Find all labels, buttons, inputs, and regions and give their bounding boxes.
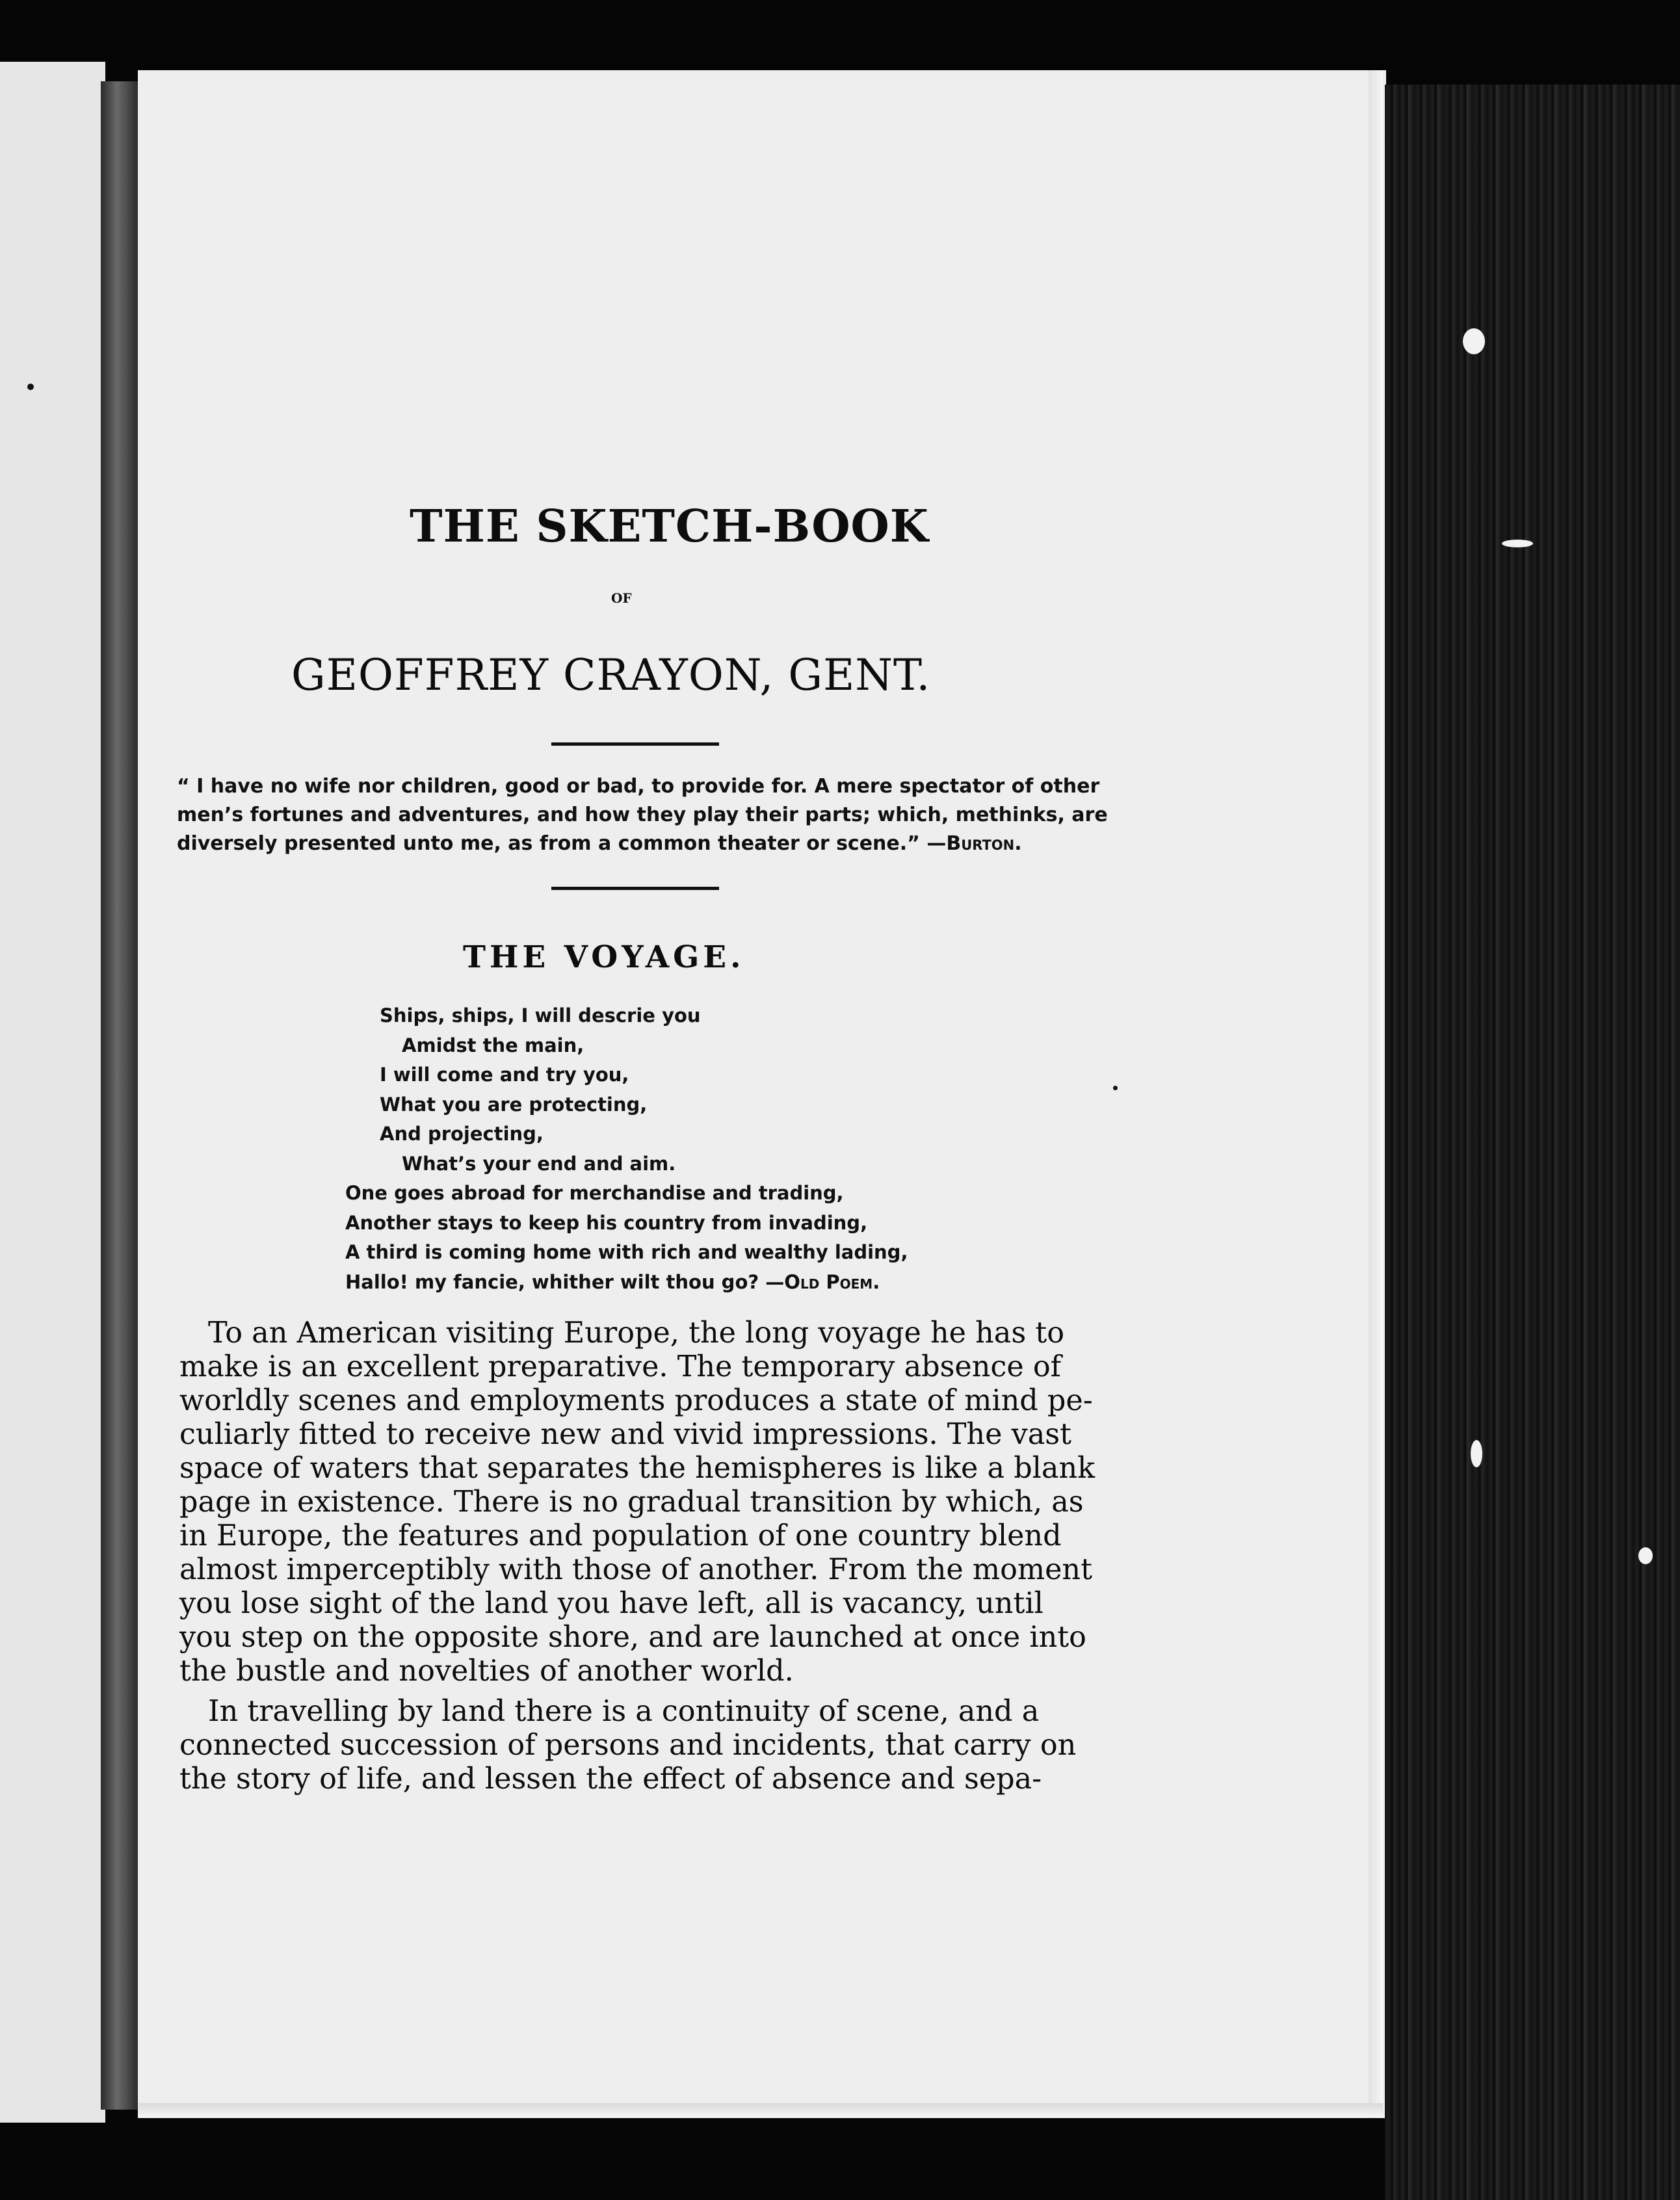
epigraph-line <box>177 830 1107 858</box>
body-line: make is an excellent preparative. The temporary absence of <box>179 1350 1062 1383</box>
page-bottom-edge <box>138 2103 1383 2117</box>
body-line: To an American visiting Europe, the long voyage he has to <box>208 1316 1064 1350</box>
poem-line: A third is coming home with rich and wealthy lading, <box>345 1241 908 1263</box>
epigraph <box>177 772 1107 858</box>
poem-line <box>345 1268 908 1298</box>
body-line: almost imperceptibly with those of another. From the moment <box>179 1553 1092 1586</box>
scan-speck <box>27 384 34 390</box>
book-spine <box>1385 85 1680 2200</box>
chapter-title: THE VOYAGE. <box>463 939 745 975</box>
body-line: you lose sight of the land you have left, all is vacancy, until <box>179 1587 1043 1620</box>
body-line: the story of life, and lessen the effect of absence and sepa- <box>179 1762 1042 1796</box>
scan-speck <box>1113 1086 1118 1090</box>
poem-line: And projecting, <box>380 1123 544 1145</box>
body-line: in Europe, the features and population of one country blend <box>179 1519 1062 1552</box>
poem-line: Another stays to keep his country from invading, <box>345 1211 868 1234</box>
body-line: space of waters that separates the hemispheres is like a blank <box>179 1452 1096 1485</box>
body-line: worldly scenes and employments produces a state of mind pe- <box>179 1384 1093 1417</box>
poem-line: What you are protecting, <box>380 1093 648 1116</box>
poem-line: Amidst the main, <box>402 1034 584 1056</box>
epigraph-line-text: diversely presented unto me, as from a common theater or scene.” — <box>177 832 947 855</box>
body-line: page in existence. There is no gradual transition by which, as <box>179 1486 1084 1519</box>
body-line: the bustle and novelties of another world. <box>179 1655 794 1688</box>
body-line: In travelling by land there is a continuity of scene, and a <box>208 1695 1040 1728</box>
body-text <box>179 1316 1109 1796</box>
epigraph-line: “ I have no wife nor children, good or bad, to provide for. A mere spectator of other <box>177 775 1100 798</box>
page-gutter <box>101 81 141 2110</box>
poem-line: Ships, ships, I will descrie you <box>380 1004 701 1027</box>
poem-line: What’s your end and aim. <box>402 1152 676 1175</box>
scan-speck <box>1502 540 1533 547</box>
title-connector: OF <box>611 590 632 606</box>
scan-speck <box>1638 1547 1653 1564</box>
epigraph-line: men’s fortunes and adventures, and how they play their parts; which, methinks, are <box>177 804 1108 826</box>
body-line: connected succession of persons and incidents, that carry on <box>179 1729 1077 1762</box>
divider-rule <box>551 742 719 746</box>
page-right-edge <box>1369 70 1383 2118</box>
scan-speck <box>1463 328 1485 354</box>
poem-attribution: Old Poem. <box>784 1270 880 1293</box>
scan-speck <box>1471 1440 1482 1467</box>
body-line: culiarly fitted to receive new and vivid impressions. The vast <box>179 1418 1071 1451</box>
poem-line: I will come and try you, <box>380 1064 629 1086</box>
epigraph-poem <box>345 1001 908 1297</box>
book-title: THE SKETCH-BOOK <box>410 501 929 553</box>
body-line: you step on the opposite shore, and are launched at once into <box>179 1621 1086 1654</box>
author-name: GEOFFREY CRAYON, GENT. <box>291 650 931 700</box>
poem-line-text: Hallo! my fancie, whither wilt thou go? — <box>345 1270 785 1293</box>
previous-page-fragment <box>0 62 105 2123</box>
divider-rule <box>551 887 719 890</box>
epigraph-attribution: Burton. <box>946 832 1022 855</box>
poem-line: One goes abroad for merchandise and trading, <box>345 1182 844 1204</box>
